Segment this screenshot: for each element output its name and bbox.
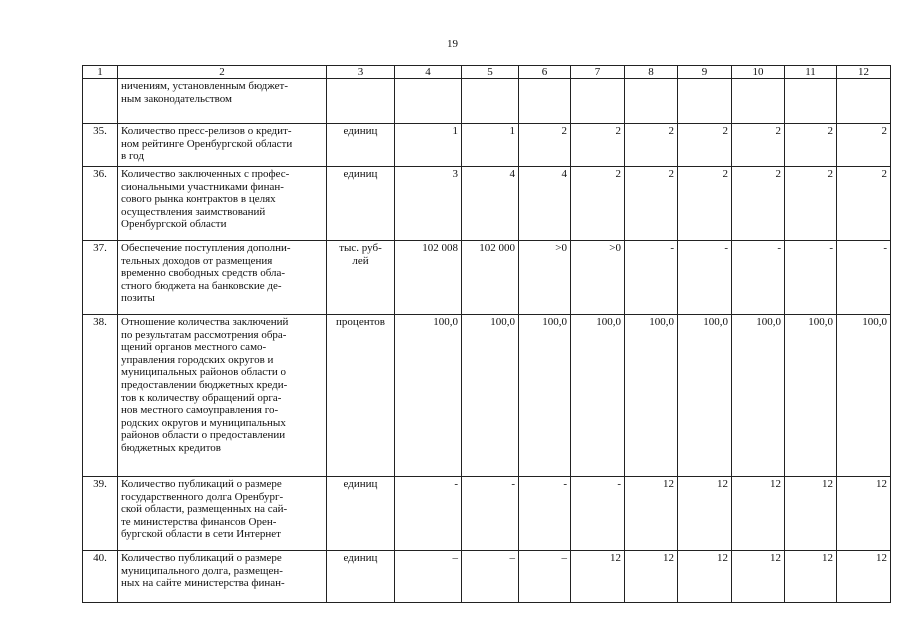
table-row [83,124,891,167]
value-col-7: 100,0 [571,315,625,477]
value-col-10: 2 [732,124,785,167]
table-row [83,315,891,477]
column-number-12: 12 [837,66,891,79]
value-col-9: 100,0 [678,315,732,477]
value-col-12: 12 [837,551,891,603]
value-col-9: - [678,241,732,315]
row-number [83,79,118,124]
value-col-12: 2 [837,124,891,167]
unit-of-measure [327,79,395,124]
value-col-6: – [519,551,571,603]
value-col-9: 12 [678,477,732,551]
value-col-9: 2 [678,167,732,241]
table-row [83,241,891,315]
value-col-9 [678,79,732,124]
value-col-5 [462,79,519,124]
value-col-4 [395,79,462,124]
row-number: 40. [83,551,118,603]
value-col-10: 2 [732,167,785,241]
indicator-name: Отношение количества заключений по результатам рассмотрения обра- щений органов местного само- управления городских округов и муниципальных районов области о предоставлении бюджетных креди- тов к количеству обращений орга- нов местного самоуправления го- родских округов и муниципальных районов области о предоставлении бюджетных кредитов [118,315,327,477]
column-number-5: 5 [462,66,519,79]
value-col-11: 100,0 [785,315,837,477]
unit-of-measure: процентов [327,315,395,477]
column-number-row [83,66,891,79]
indicator-name: ничениям, установленным бюджет- ным законодательством [118,79,327,124]
value-col-9: 2 [678,124,732,167]
value-col-10 [732,79,785,124]
indicators-table [82,65,891,603]
value-col-7: 2 [571,124,625,167]
column-number-1: 1 [83,66,118,79]
value-col-4: 1 [395,124,462,167]
indicator-name: Количество публикаций о размере государственного долга Оренбург- ской области, размещенных на сай- те министерства финансов Орен- бургской области в сети Интернет [118,477,327,551]
row-number: 39. [83,477,118,551]
value-col-7: >0 [571,241,625,315]
column-number-2: 2 [118,66,327,79]
value-col-5: - [462,477,519,551]
value-col-5: 100,0 [462,315,519,477]
column-number-9: 9 [678,66,732,79]
value-col-7: 2 [571,167,625,241]
value-col-8: 12 [625,551,678,603]
value-col-11: 2 [785,124,837,167]
value-col-6 [519,79,571,124]
value-col-12: 12 [837,477,891,551]
value-col-12: 100,0 [837,315,891,477]
value-col-10: 12 [732,551,785,603]
unit-of-measure: единиц [327,551,395,603]
indicator-name: Количество публикаций о размере муниципального долга, размещен- ных на сайте министерства финан- [118,551,327,603]
row-number: 36. [83,167,118,241]
value-col-4: - [395,477,462,551]
column-number-6: 6 [519,66,571,79]
value-col-5: 4 [462,167,519,241]
row-number: 37. [83,241,118,315]
value-col-6: 4 [519,167,571,241]
value-col-10: - [732,241,785,315]
page-number: 19 [447,38,458,50]
unit-of-measure: единиц [327,167,395,241]
unit-of-measure: единиц [327,124,395,167]
value-col-10: 12 [732,477,785,551]
value-col-12 [837,79,891,124]
value-col-8: 12 [625,477,678,551]
table-row [83,477,891,551]
value-col-6: >0 [519,241,571,315]
column-number-3: 3 [327,66,395,79]
value-col-8 [625,79,678,124]
value-col-12: - [837,241,891,315]
value-col-4: 102 008 [395,241,462,315]
table-row [83,79,891,124]
value-col-11: 12 [785,551,837,603]
value-col-5: – [462,551,519,603]
value-col-4: 3 [395,167,462,241]
indicator-name: Обеспечение поступления дополни- тельных доходов от размещения временно свободных средств обла- стного бюджета на банковские де- позиты [118,241,327,315]
value-col-10: 100,0 [732,315,785,477]
value-col-6: - [519,477,571,551]
value-col-11: 2 [785,167,837,241]
column-number-4: 4 [395,66,462,79]
column-number-8: 8 [625,66,678,79]
value-col-7 [571,79,625,124]
value-col-5: 102 000 [462,241,519,315]
value-col-11: 12 [785,477,837,551]
column-number-7: 7 [571,66,625,79]
value-col-12: 2 [837,167,891,241]
table-row [83,167,891,241]
row-number: 38. [83,315,118,477]
value-col-6: 100,0 [519,315,571,477]
column-number-10: 10 [732,66,785,79]
value-col-4: 100,0 [395,315,462,477]
value-col-11: - [785,241,837,315]
value-col-4: – [395,551,462,603]
value-col-8: 100,0 [625,315,678,477]
indicator-name: Количество заключенных с профес- сиональными участниками финан- сового рынка контрактов в целях осуществления заимствований Оренбургской области [118,167,327,241]
value-col-7: 12 [571,551,625,603]
indicator-name: Количество пресс-релизов о кредит- ном рейтинге Оренбургской области в год [118,124,327,167]
value-col-7: - [571,477,625,551]
column-number-11: 11 [785,66,837,79]
value-col-8: - [625,241,678,315]
value-col-8: 2 [625,124,678,167]
value-col-6: 2 [519,124,571,167]
value-col-8: 2 [625,167,678,241]
table-row [83,551,891,603]
unit-of-measure: тыс. руб- лей [327,241,395,315]
value-col-5: 1 [462,124,519,167]
value-col-11 [785,79,837,124]
row-number: 35. [83,124,118,167]
unit-of-measure: единиц [327,477,395,551]
value-col-9: 12 [678,551,732,603]
